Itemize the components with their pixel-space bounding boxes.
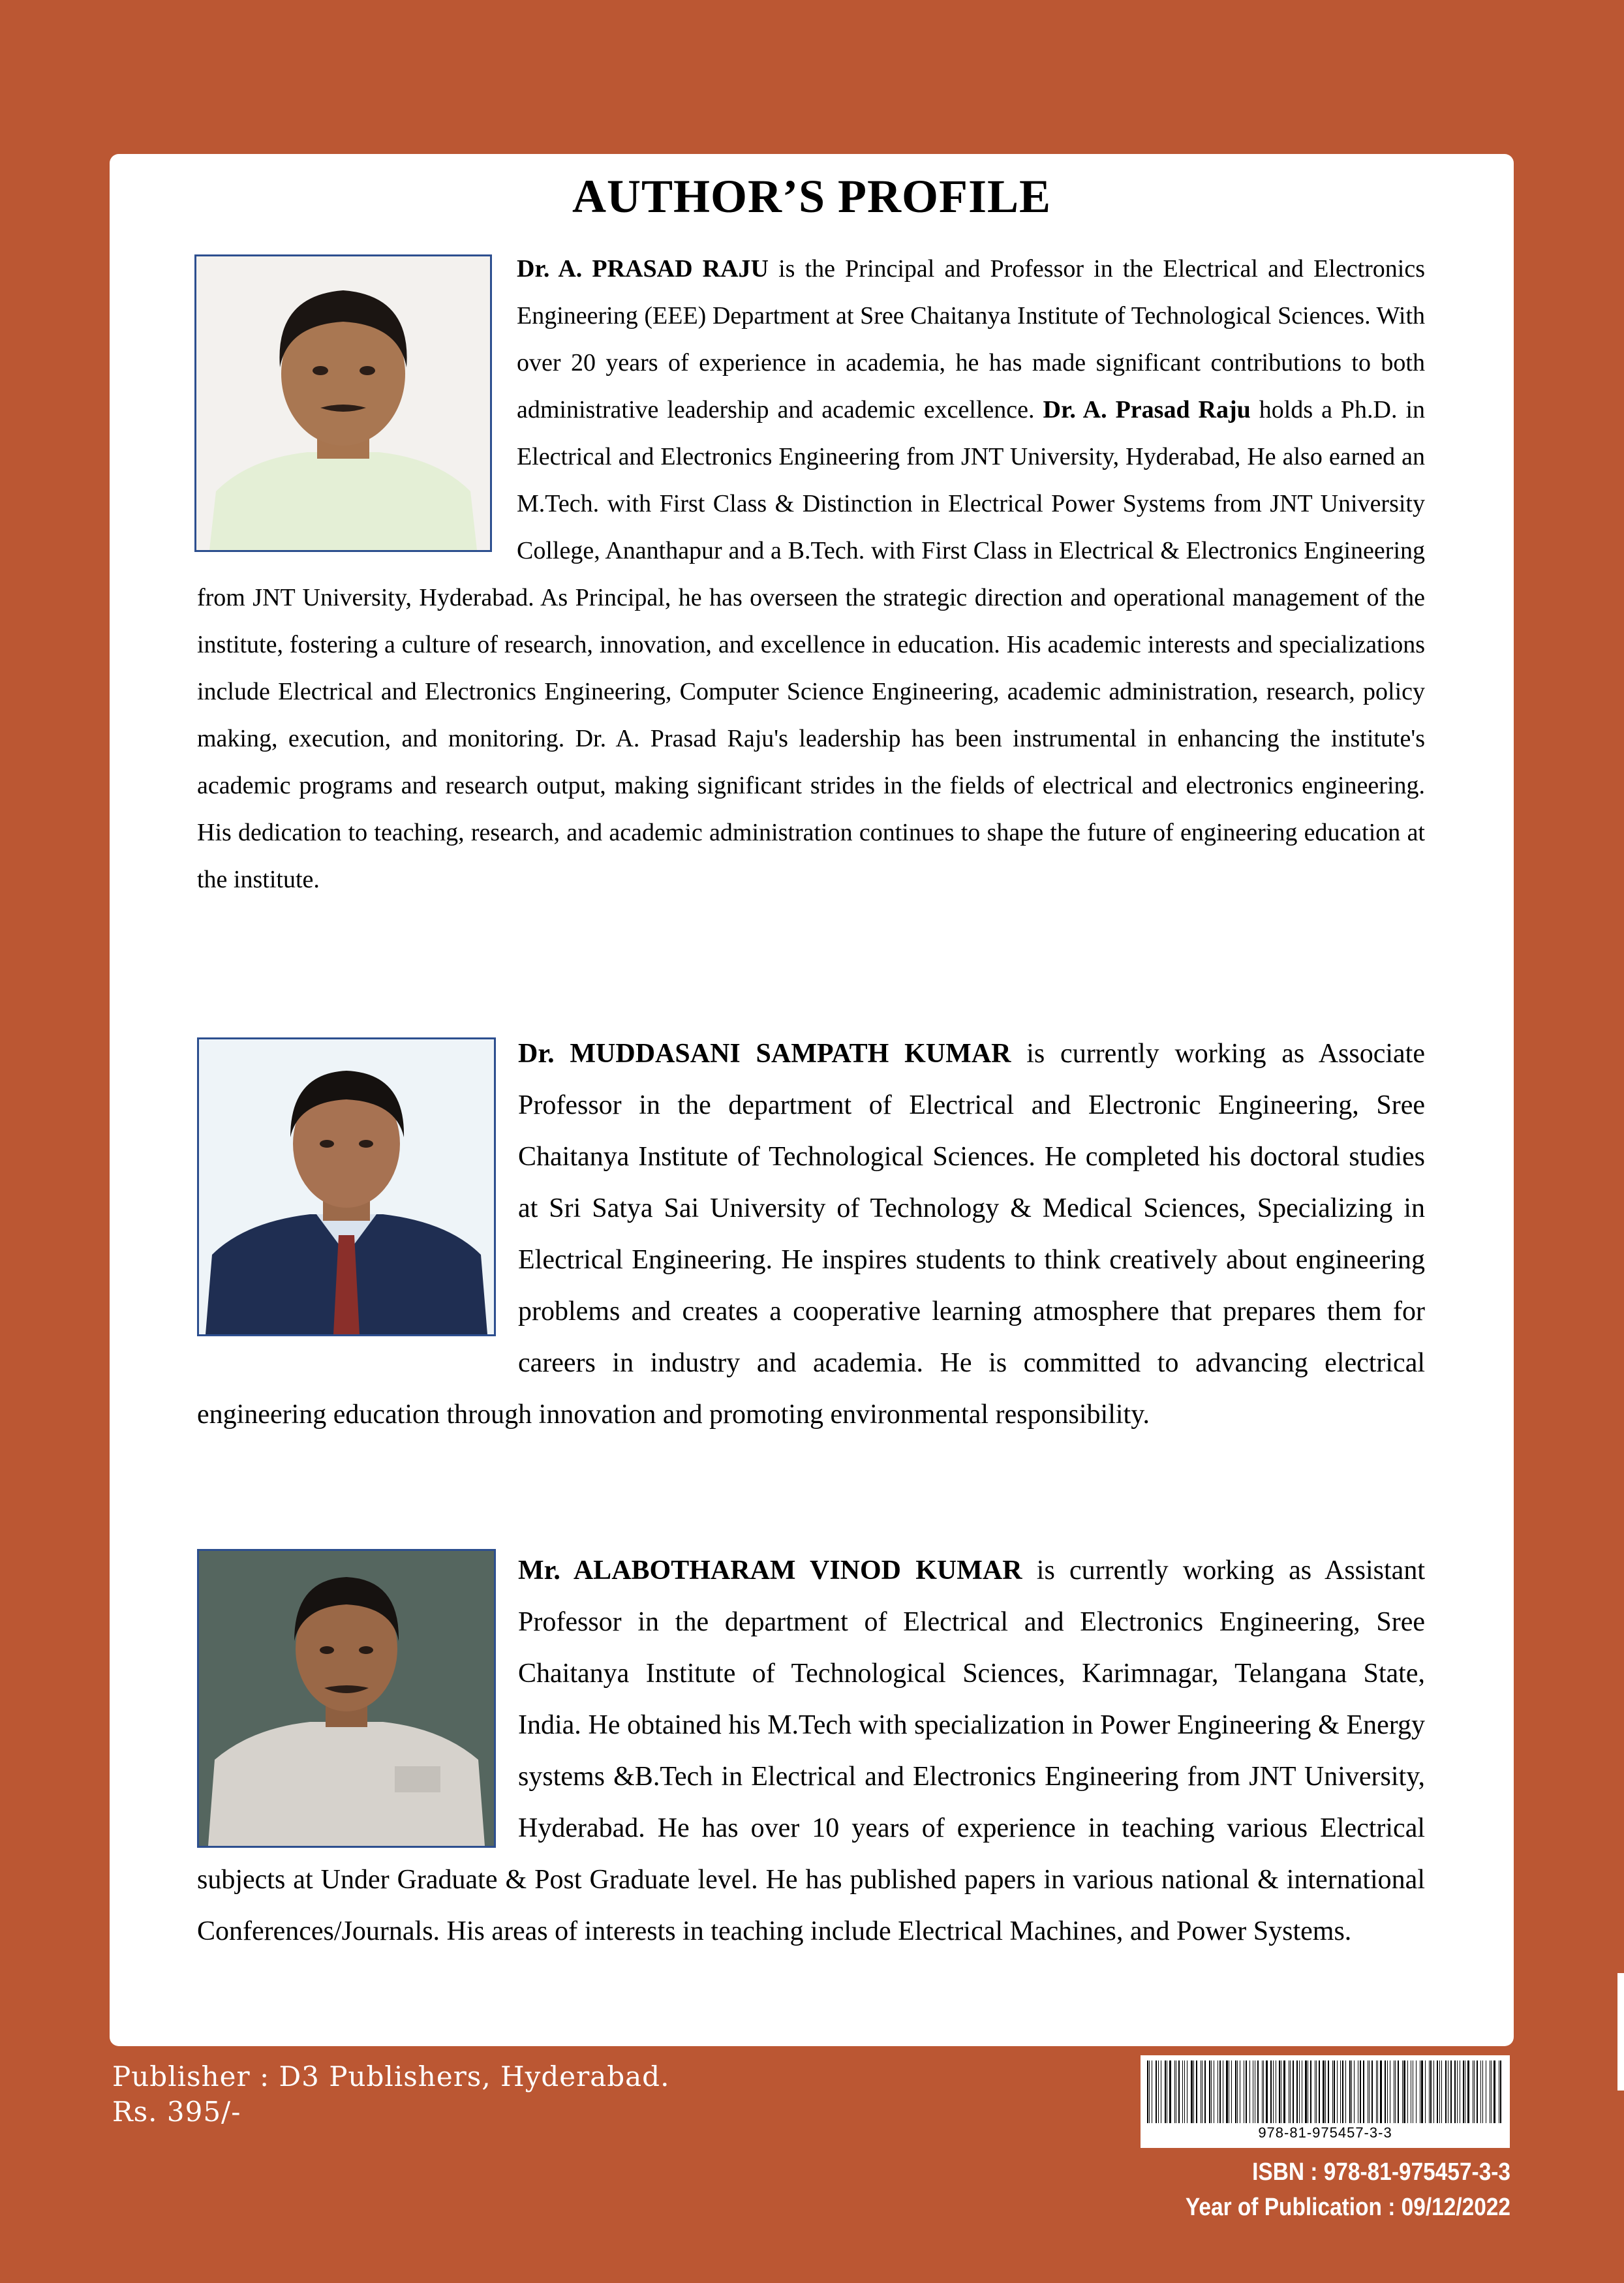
barcode-bar xyxy=(1500,2061,1501,2123)
barcode-bar xyxy=(1482,2061,1484,2123)
author-profile-2 xyxy=(197,1028,1425,1441)
person-portrait-icon xyxy=(199,1039,494,1334)
author-name-prasad-raju: Dr. A. PRASAD RAJU xyxy=(517,255,769,283)
person-portrait-icon xyxy=(199,1551,494,1846)
author-name-inline-prasad-raju: Dr. A. Prasad Raju xyxy=(1043,396,1251,423)
barcode-bar xyxy=(1407,2061,1408,2123)
barcode-bar xyxy=(1319,2061,1320,2123)
barcode-bar xyxy=(1450,2061,1452,2123)
barcode xyxy=(1141,2055,1510,2148)
barcode-bar xyxy=(1218,2061,1219,2123)
barcode-bar xyxy=(1454,2061,1456,2123)
barcode-bar xyxy=(1380,2061,1381,2123)
author-photo-vinod-kumar xyxy=(197,1549,496,1848)
author-bio-sampath-kumar: is currently working as Associate Professor in the department of Electrical and Electronic Engineering, Sree Chaitanya Institute of Technological Sciences. He completed his doctoral studies at Sri Satya Sai University of Technology & Medical Sciences, Specializing in Electrical Engineering. He inspires students to think creatively about engineering problems and creates a cooperative learning atmosphere that prepares them for careers in industry and academia. He is committed to advancing electrical engineering education through innovation and promoting environmental responsibility. xyxy=(197,1039,1425,1430)
barcode-bar xyxy=(1340,2061,1341,2123)
barcode-bar xyxy=(1494,2061,1495,2123)
barcode-bar xyxy=(1354,2061,1355,2123)
barcode-bar xyxy=(1263,2061,1264,2123)
author-name-vinod-kumar: Mr. ALABOTHARAM VINOD KUMAR xyxy=(518,1555,1022,1586)
barcode-bar xyxy=(1196,2061,1197,2123)
barcode-bar xyxy=(1270,2061,1272,2123)
barcode-bar xyxy=(1345,2061,1346,2123)
barcode-bar xyxy=(1178,2061,1180,2123)
barcode-bar xyxy=(1402,2061,1403,2123)
barcode-bar xyxy=(1174,2061,1175,2123)
publication-year-text: Year of Publication : 09/12/2022 xyxy=(1185,2194,1510,2221)
barcode-bar xyxy=(1323,2061,1324,2123)
author-bio-prasad-raju-part-2: holds a Ph.D. in Electrical and Electronics Engineering from JNT University, Hyderabad, He also earned an M.Tech. with First Class & Distinction in Electrical Power Systems from JNT University College, Ananthapur and a B.Tech. with First Class in Electrical & Electronics Engineering from JNT University, Hyderabad. As Principal, he has overseen the strategic direction and operational management of the institute, fostering a culture of research, innovation, and excellence in education. His academic interests and specializations include Electrical and Electronics Engineering, Computer Science Engineering, academic administration, research, policy making, execution, and monitoring. Dr. A. Prasad Raju's leadership has been instrumental in enhancing the institute's academic programs and research output, making significant strides in the fields of electrical and electronics engineering. His dedication to teaching, research, and academic administration continues to shape the future of engineering education at the institute. xyxy=(197,396,1425,893)
barcode-bar xyxy=(1474,2061,1475,2123)
barcode-bar xyxy=(1445,2061,1447,2123)
author-profile-3 xyxy=(197,1545,1425,1957)
isbn-info xyxy=(1186,2154,1510,2225)
barcode-bar xyxy=(1371,2061,1373,2123)
barcode-bar xyxy=(1369,2061,1370,2123)
barcode-bar xyxy=(1480,2061,1481,2123)
barcode-bar xyxy=(1325,2061,1326,2123)
edge-mark xyxy=(1617,1973,1624,2091)
barcode-bar xyxy=(1360,2061,1361,2123)
barcode-bar xyxy=(1413,2061,1414,2123)
barcode-bar xyxy=(1376,2061,1377,2123)
barcode-bar xyxy=(1390,2061,1391,2123)
barcode-number: 978-81-975457-3-3 xyxy=(1258,2124,1392,2141)
barcode-bar xyxy=(1467,2061,1469,2123)
barcode-bar xyxy=(1158,2061,1159,2123)
barcode-bar xyxy=(1165,2061,1166,2123)
barcode-bar xyxy=(1316,2061,1317,2123)
barcode-bar xyxy=(1156,2061,1157,2123)
barcode-bar xyxy=(1209,2061,1210,2123)
barcode-bar xyxy=(1334,2061,1335,2123)
barcode-bar xyxy=(1226,2061,1227,2123)
barcode-bar xyxy=(1283,2061,1285,2123)
barcode-bar xyxy=(1184,2061,1185,2123)
author-photo-prasad-raju xyxy=(194,254,492,552)
barcode-bar xyxy=(1204,2061,1206,2123)
barcode-bar xyxy=(1193,2061,1194,2123)
barcode-bar xyxy=(1237,2061,1238,2123)
person-portrait-icon xyxy=(196,256,490,550)
isbn-text: ISBN : 978-81-975457-3-3 xyxy=(1252,2158,1510,2186)
barcode-bar xyxy=(1249,2061,1250,2123)
barcode-bar xyxy=(1262,2061,1263,2123)
barcode-bar xyxy=(1182,2061,1183,2123)
barcode-bar xyxy=(1430,2061,1432,2123)
barcode-bar xyxy=(1437,2061,1438,2123)
barcode-bars-icon xyxy=(1147,2061,1503,2123)
barcode-bar xyxy=(1149,2061,1150,2123)
barcode-bar xyxy=(1398,2061,1399,2123)
barcode-bar xyxy=(1439,2061,1440,2123)
barcode-bar xyxy=(1421,2061,1422,2123)
barcode-bar xyxy=(1457,2061,1458,2123)
author-bio-prasad-raju-part-1: is the Principal and Professor in the Electrical and Electronics Engineering (EEE) Department at Sree Chaitanya Institute of Technological Sciences. With over 20 years of experience in academia, he has made significant contributions to both administrative leadership and academic excellence. xyxy=(517,255,1426,423)
barcode-bar xyxy=(1332,2061,1333,2123)
barcode-bar xyxy=(1255,2061,1256,2123)
barcode-bar xyxy=(1387,2061,1388,2123)
publisher-info xyxy=(112,2059,669,2130)
barcode-bar xyxy=(1187,2061,1188,2123)
barcode-bar xyxy=(1211,2061,1212,2123)
barcode-bar xyxy=(1429,2061,1430,2123)
barcode-bar xyxy=(1202,2061,1203,2123)
author-photo-sampath-kumar xyxy=(197,1037,496,1336)
barcode-bar xyxy=(1147,2061,1148,2123)
barcode-bar xyxy=(1433,2061,1434,2123)
barcode-bar xyxy=(1235,2061,1236,2123)
barcode-bar xyxy=(1290,2061,1291,2123)
barcode-bar xyxy=(1463,2061,1464,2123)
barcode-bar xyxy=(1246,2061,1247,2123)
barcode-bar xyxy=(1279,2061,1280,2123)
barcode-bar xyxy=(1477,2061,1478,2123)
barcode-bar xyxy=(1395,2061,1396,2123)
barcode-bar xyxy=(1299,2061,1300,2123)
barcode-bar xyxy=(1385,2061,1386,2123)
author-name-sampath-kumar: Dr. MUDDASANI SAMPATH KUMAR xyxy=(518,1039,1011,1069)
barcode-bar xyxy=(1293,2061,1294,2123)
barcode-bar xyxy=(1358,2061,1359,2123)
barcode-bar xyxy=(1191,2061,1192,2123)
price-text: Rs. 395/- xyxy=(112,2096,241,2128)
page-title: AUTHOR’S PROFILE xyxy=(572,170,1052,222)
barcode-bar xyxy=(1416,2061,1417,2123)
barcode-bar xyxy=(1351,2061,1352,2123)
barcode-bar xyxy=(1486,2061,1487,2123)
barcode-bar xyxy=(1349,2061,1351,2123)
barcode-bar xyxy=(1161,2061,1162,2123)
author-bio-vinod-kumar: is currently working as Assistant Professor in the department of Electrical and Electronics Engineering, Sree Chaitanya Institute of Technological Sciences, Karimnagar, Telangana State, India. He obtained his M.Tech with specialization in Power Engineering & Energy systems &B.Tech in Electrical and Electronics Engineering from JNT University, Hyderabad. He has over 10 years of experience in teaching various Electrical subjects at Under Graduate & Post Graduate level. He has published papers in various national & international Conferences/Journals. His areas of interests in teaching include Electrical Machines, and Power Systems. xyxy=(197,1555,1425,1946)
barcode-bar xyxy=(1305,2061,1306,2123)
barcode-bar xyxy=(1425,2061,1426,2123)
publisher-text: Publisher : D3 Publishers, Hyderabad. xyxy=(112,2061,670,2092)
profile-card xyxy=(110,154,1514,2046)
barcode-bar xyxy=(1257,2061,1259,2123)
barcode-bar xyxy=(1296,2061,1298,2123)
barcode-bar xyxy=(1310,2061,1311,2123)
barcode-bar xyxy=(1342,2061,1343,2123)
barcode-bar xyxy=(1403,2061,1405,2123)
barcode-bar xyxy=(1328,2061,1329,2123)
barcode-bar xyxy=(1363,2061,1364,2123)
barcode-bar xyxy=(1169,2061,1171,2123)
barcode-bar xyxy=(1491,2061,1492,2123)
barcode-bar xyxy=(1441,2061,1442,2123)
barcode-bar xyxy=(1266,2061,1267,2123)
barcode-bar xyxy=(1231,2061,1232,2123)
barcode-bar xyxy=(1273,2061,1274,2123)
barcode-bar xyxy=(1377,2061,1378,2123)
barcode-bar xyxy=(1219,2061,1221,2123)
barcode-bar xyxy=(1337,2061,1338,2123)
author-profile-1 xyxy=(197,245,1425,903)
barcode-bar xyxy=(1244,2061,1245,2123)
